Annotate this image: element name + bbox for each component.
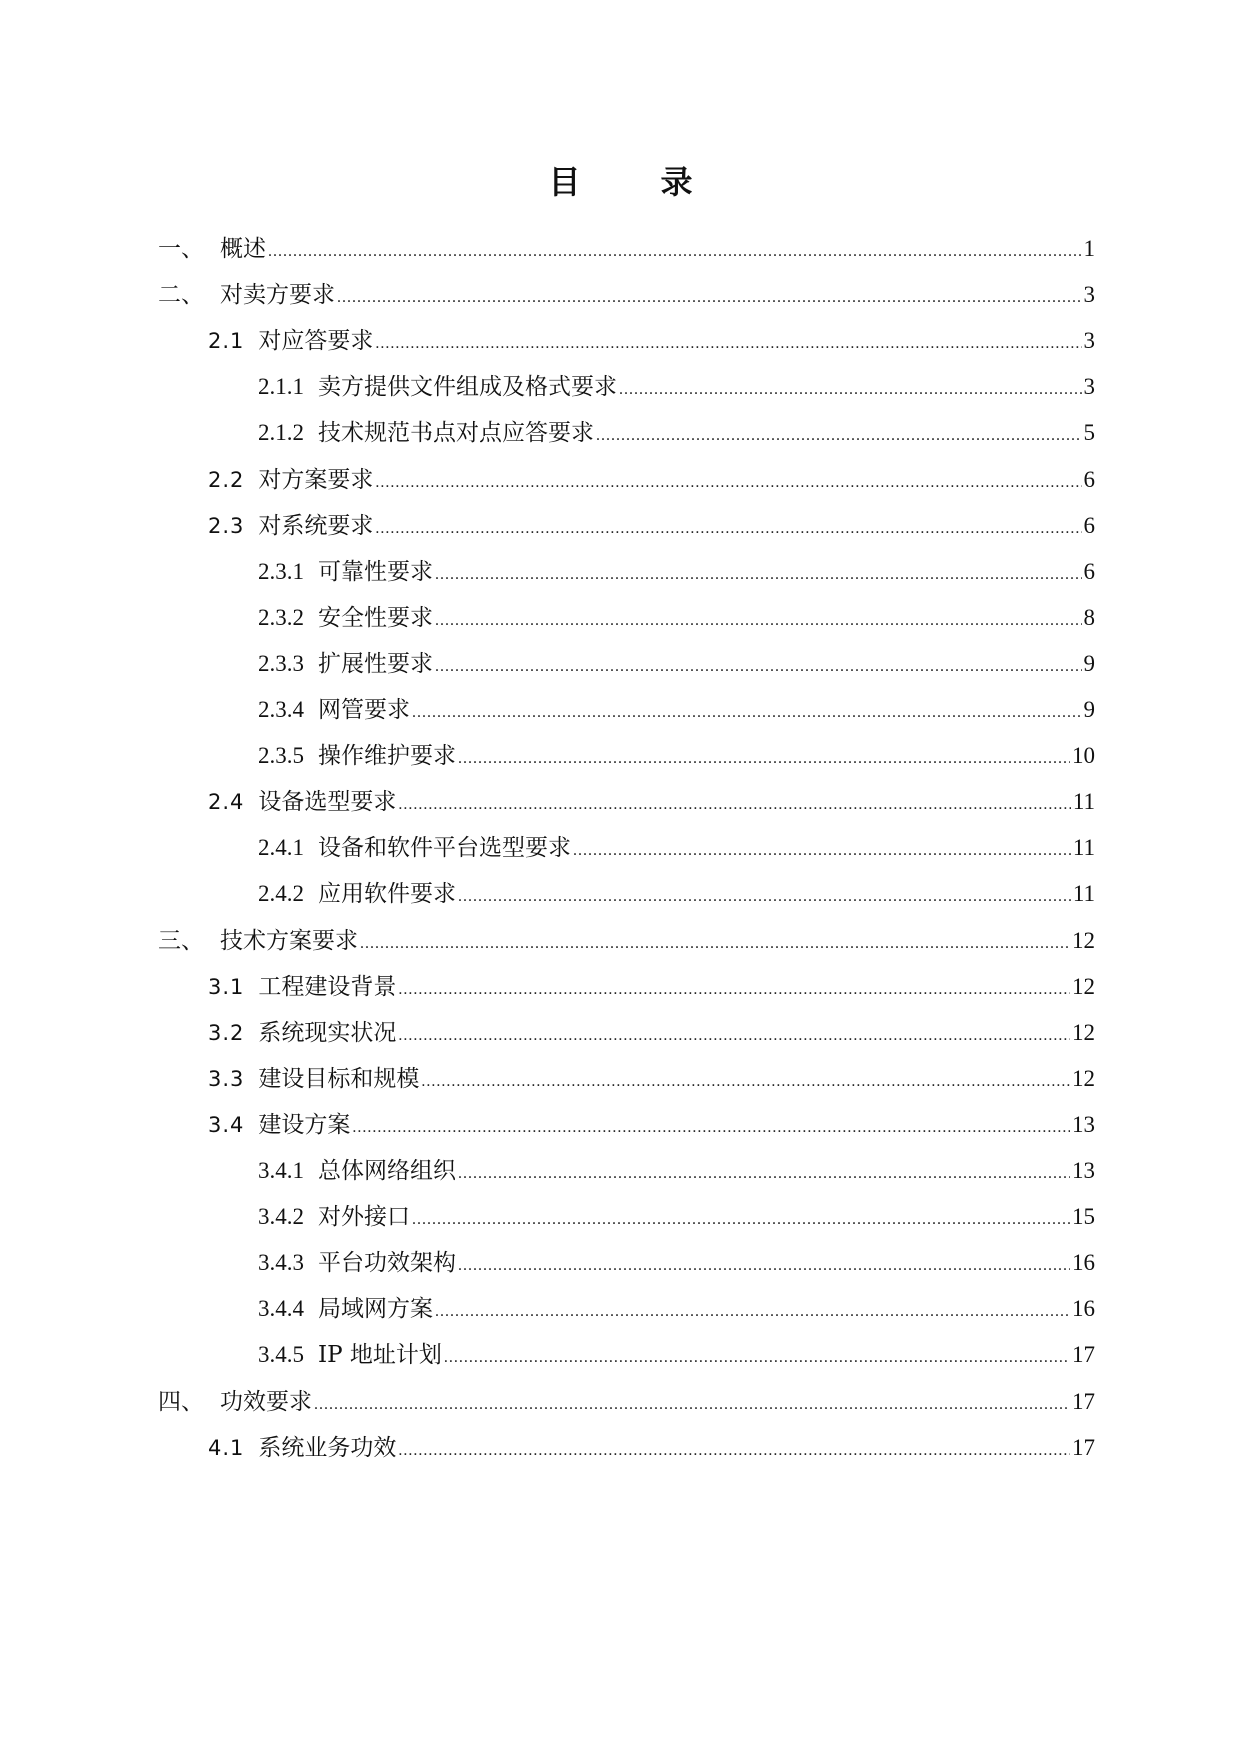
toc-dot-leader [458, 880, 1071, 914]
toc-entry-title: 总体网络组织 [318, 1158, 456, 1184]
toc-entry-page-number: 16 [1072, 1296, 1095, 1321]
toc-dot-leader [398, 788, 1070, 822]
toc-dot-leader [421, 1065, 1070, 1099]
toc-entry-title: 安全性要求 [318, 605, 433, 631]
toc-entry-number: 2.1 [208, 329, 245, 353]
toc-entry[interactable] [158, 278, 1095, 312]
toc-entry-number: 2.3.1 [258, 559, 304, 584]
toc-entry-number: 3.4 [208, 1113, 245, 1137]
toc-entry[interactable] [258, 601, 1095, 635]
toc-entry[interactable] [258, 1246, 1095, 1280]
title-char-2: 录 [660, 163, 693, 201]
toc-entry-title: 技术方案要求 [220, 928, 358, 954]
toc-dot-leader [444, 1341, 1070, 1375]
toc-entry-number: 4.1 [208, 1436, 245, 1460]
toc-entry-number: 3.4.2 [258, 1204, 304, 1229]
toc-entry[interactable] [208, 463, 1095, 497]
toc-entry-number: 2.3.5 [258, 743, 304, 768]
toc-dot-leader [435, 1295, 1070, 1329]
toc-entry-title: 工程建设背景 [258, 974, 397, 1000]
toc-entry-number: 3.4.4 [258, 1296, 304, 1321]
toc-entry-page-number: 3 [1083, 282, 1095, 307]
toc-entry[interactable] [258, 555, 1095, 589]
toc-entry[interactable] [158, 232, 1095, 266]
toc-entry[interactable] [208, 970, 1095, 1004]
toc-entry-title: 建设方案 [258, 1112, 351, 1138]
toc-entry-number: 3.3 [208, 1067, 245, 1091]
toc-entry[interactable] [258, 877, 1095, 911]
toc-entry-title: 平台功效架构 [318, 1250, 456, 1276]
toc-entry-page-number: 15 [1072, 1204, 1095, 1229]
toc-entry-number: 2.4 [208, 790, 245, 814]
title-char-1: 目 [548, 163, 581, 201]
toc-entry[interactable] [258, 1200, 1095, 1234]
toc-dot-leader [314, 1388, 1070, 1422]
toc-dot-leader [398, 973, 1070, 1007]
toc-entry-title: 网管要求 [318, 697, 410, 723]
toc-entry-title: 对应答要求 [258, 328, 374, 354]
toc-entry-number: 2.1.1 [258, 374, 304, 399]
toc-entry-number: 三、 [158, 928, 204, 954]
toc-entry[interactable] [158, 1385, 1095, 1419]
toc-entry-title: 系统业务功效 [258, 1435, 397, 1461]
toc-entry-title: 设备选型要求 [258, 789, 397, 815]
toc-entry-number: 3.2 [208, 1021, 245, 1045]
toc-entry-number: 3.4.3 [258, 1250, 304, 1275]
toc-entry-title: 功效要求 [220, 1389, 312, 1415]
toc-entry[interactable] [258, 831, 1095, 865]
toc-entry-page-number: 17 [1072, 1389, 1095, 1414]
toc-entry-number: 2.3.3 [258, 651, 304, 676]
toc-entry[interactable] [208, 1016, 1095, 1050]
toc-dot-leader [375, 512, 1081, 546]
toc-entry-title: 设备和软件平台选型要求 [318, 835, 571, 861]
toc-entry-page-number: 13 [1072, 1112, 1095, 1137]
toc-entry-page-number: 11 [1072, 835, 1095, 860]
toc-entry-number: 3.1 [208, 975, 245, 999]
toc-entry-page-number: 6 [1083, 467, 1095, 492]
toc-entry-number: 2.4.2 [258, 881, 304, 906]
toc-entry[interactable] [208, 1431, 1095, 1465]
toc-entry-page-number: 12 [1072, 1066, 1095, 1091]
toc-dot-leader [352, 1111, 1070, 1145]
toc-entry-title: 扩展性要求 [318, 651, 433, 677]
toc-dot-leader [375, 327, 1081, 361]
toc-entry-number: 四、 [158, 1389, 204, 1415]
toc-entry-page-number: 3 [1083, 374, 1095, 399]
toc-dot-leader [435, 604, 1082, 638]
toc-entry-number: 2.1.2 [258, 420, 304, 445]
toc-dot-leader [412, 1203, 1070, 1237]
toc-entry-title: 应用软件要求 [318, 881, 456, 907]
toc-dot-leader [458, 742, 1070, 776]
toc-entry[interactable] [258, 416, 1095, 450]
toc-entry-number: 一、 [158, 236, 204, 262]
toc-entry-page-number: 1 [1083, 236, 1095, 261]
toc-entry[interactable] [208, 1062, 1095, 1096]
toc-entry-page-number: 3 [1083, 328, 1095, 353]
toc-entry-number: 2.3.2 [258, 605, 304, 630]
toc-entry-title: 卖方提供文件组成及格式要求 [318, 374, 617, 400]
toc-entry-page-number: 17 [1072, 1342, 1095, 1367]
toc-entry-page-number: 6 [1083, 513, 1095, 538]
toc-dot-leader [412, 696, 1082, 730]
toc-entry-title: 对方案要求 [258, 467, 374, 493]
page-title [0, 158, 1241, 206]
toc-entry-title: 局域网方案 [318, 1296, 433, 1322]
toc-dot-leader [337, 281, 1082, 315]
toc-entry-title: 对系统要求 [258, 513, 374, 539]
toc-entry-page-number: 11 [1072, 881, 1095, 906]
toc-entry-number: 3.4.5 [258, 1342, 304, 1367]
toc-entry-title: 对卖方要求 [220, 282, 335, 308]
toc-entry[interactable] [258, 693, 1095, 727]
toc-dot-leader [435, 558, 1082, 592]
toc-dot-leader [398, 1019, 1070, 1053]
toc-entry-title: 技术规范书点对点应答要求 [318, 420, 594, 446]
toc-dot-leader [596, 419, 1082, 453]
toc-dot-leader [435, 650, 1082, 684]
toc-entry[interactable] [258, 1154, 1095, 1188]
toc-entry-title: 建设目标和规模 [258, 1066, 420, 1092]
toc-entry-title: 操作维护要求 [318, 743, 456, 769]
toc-dot-leader [458, 1249, 1070, 1283]
toc-entry-page-number: 16 [1072, 1250, 1095, 1275]
toc-entry[interactable] [258, 370, 1095, 404]
toc-entry-page-number: 9 [1083, 697, 1095, 722]
toc-entry-page-number: 12 [1072, 974, 1095, 999]
toc-entry-page-number: 11 [1072, 789, 1095, 814]
toc-entry[interactable] [208, 509, 1095, 543]
toc-entry[interactable] [258, 739, 1095, 773]
toc-entry-page-number: 9 [1083, 651, 1095, 676]
toc-entry-number: 二、 [158, 282, 204, 308]
toc-entry-page-number: 17 [1072, 1435, 1095, 1460]
toc-entry-page-number: 6 [1083, 559, 1095, 584]
toc-entry[interactable] [258, 1338, 1095, 1372]
toc-entry-page-number: 12 [1072, 1020, 1095, 1045]
toc-entry[interactable] [258, 647, 1095, 681]
toc-entry-title: IP 地址计划 [318, 1342, 442, 1368]
toc-entry[interactable] [208, 324, 1095, 358]
toc-dot-leader [360, 927, 1070, 961]
toc-dot-leader [268, 235, 1082, 269]
toc-entry-page-number: 5 [1083, 420, 1095, 445]
toc-entry[interactable] [208, 785, 1095, 819]
toc-dot-leader [458, 1157, 1070, 1191]
toc-entry-title: 概述 [220, 236, 266, 262]
toc-entry[interactable] [158, 924, 1095, 958]
toc-entry-title: 系统现实状况 [258, 1020, 397, 1046]
toc-entry-title: 可靠性要求 [318, 559, 433, 585]
toc-dot-leader [573, 834, 1071, 868]
toc-entry-title: 对外接口 [318, 1204, 410, 1230]
toc-entry-page-number: 8 [1083, 605, 1095, 630]
toc-entry-page-number: 12 [1072, 928, 1095, 953]
toc-dot-leader [398, 1434, 1070, 1468]
toc-entry-page-number: 10 [1072, 743, 1095, 768]
toc-entry-number: 3.4.1 [258, 1158, 304, 1183]
toc-entry-number: 2.4.1 [258, 835, 304, 860]
toc-dot-leader [619, 373, 1082, 407]
toc-entry[interactable] [208, 1108, 1095, 1142]
toc-entry-number: 2.3 [208, 514, 245, 538]
toc-entry-page-number: 13 [1072, 1158, 1095, 1183]
toc-dot-leader [375, 466, 1081, 500]
toc-entry[interactable] [258, 1292, 1095, 1326]
toc-entry-number: 2.2 [208, 468, 245, 492]
toc-entry-number: 2.3.4 [258, 697, 304, 722]
